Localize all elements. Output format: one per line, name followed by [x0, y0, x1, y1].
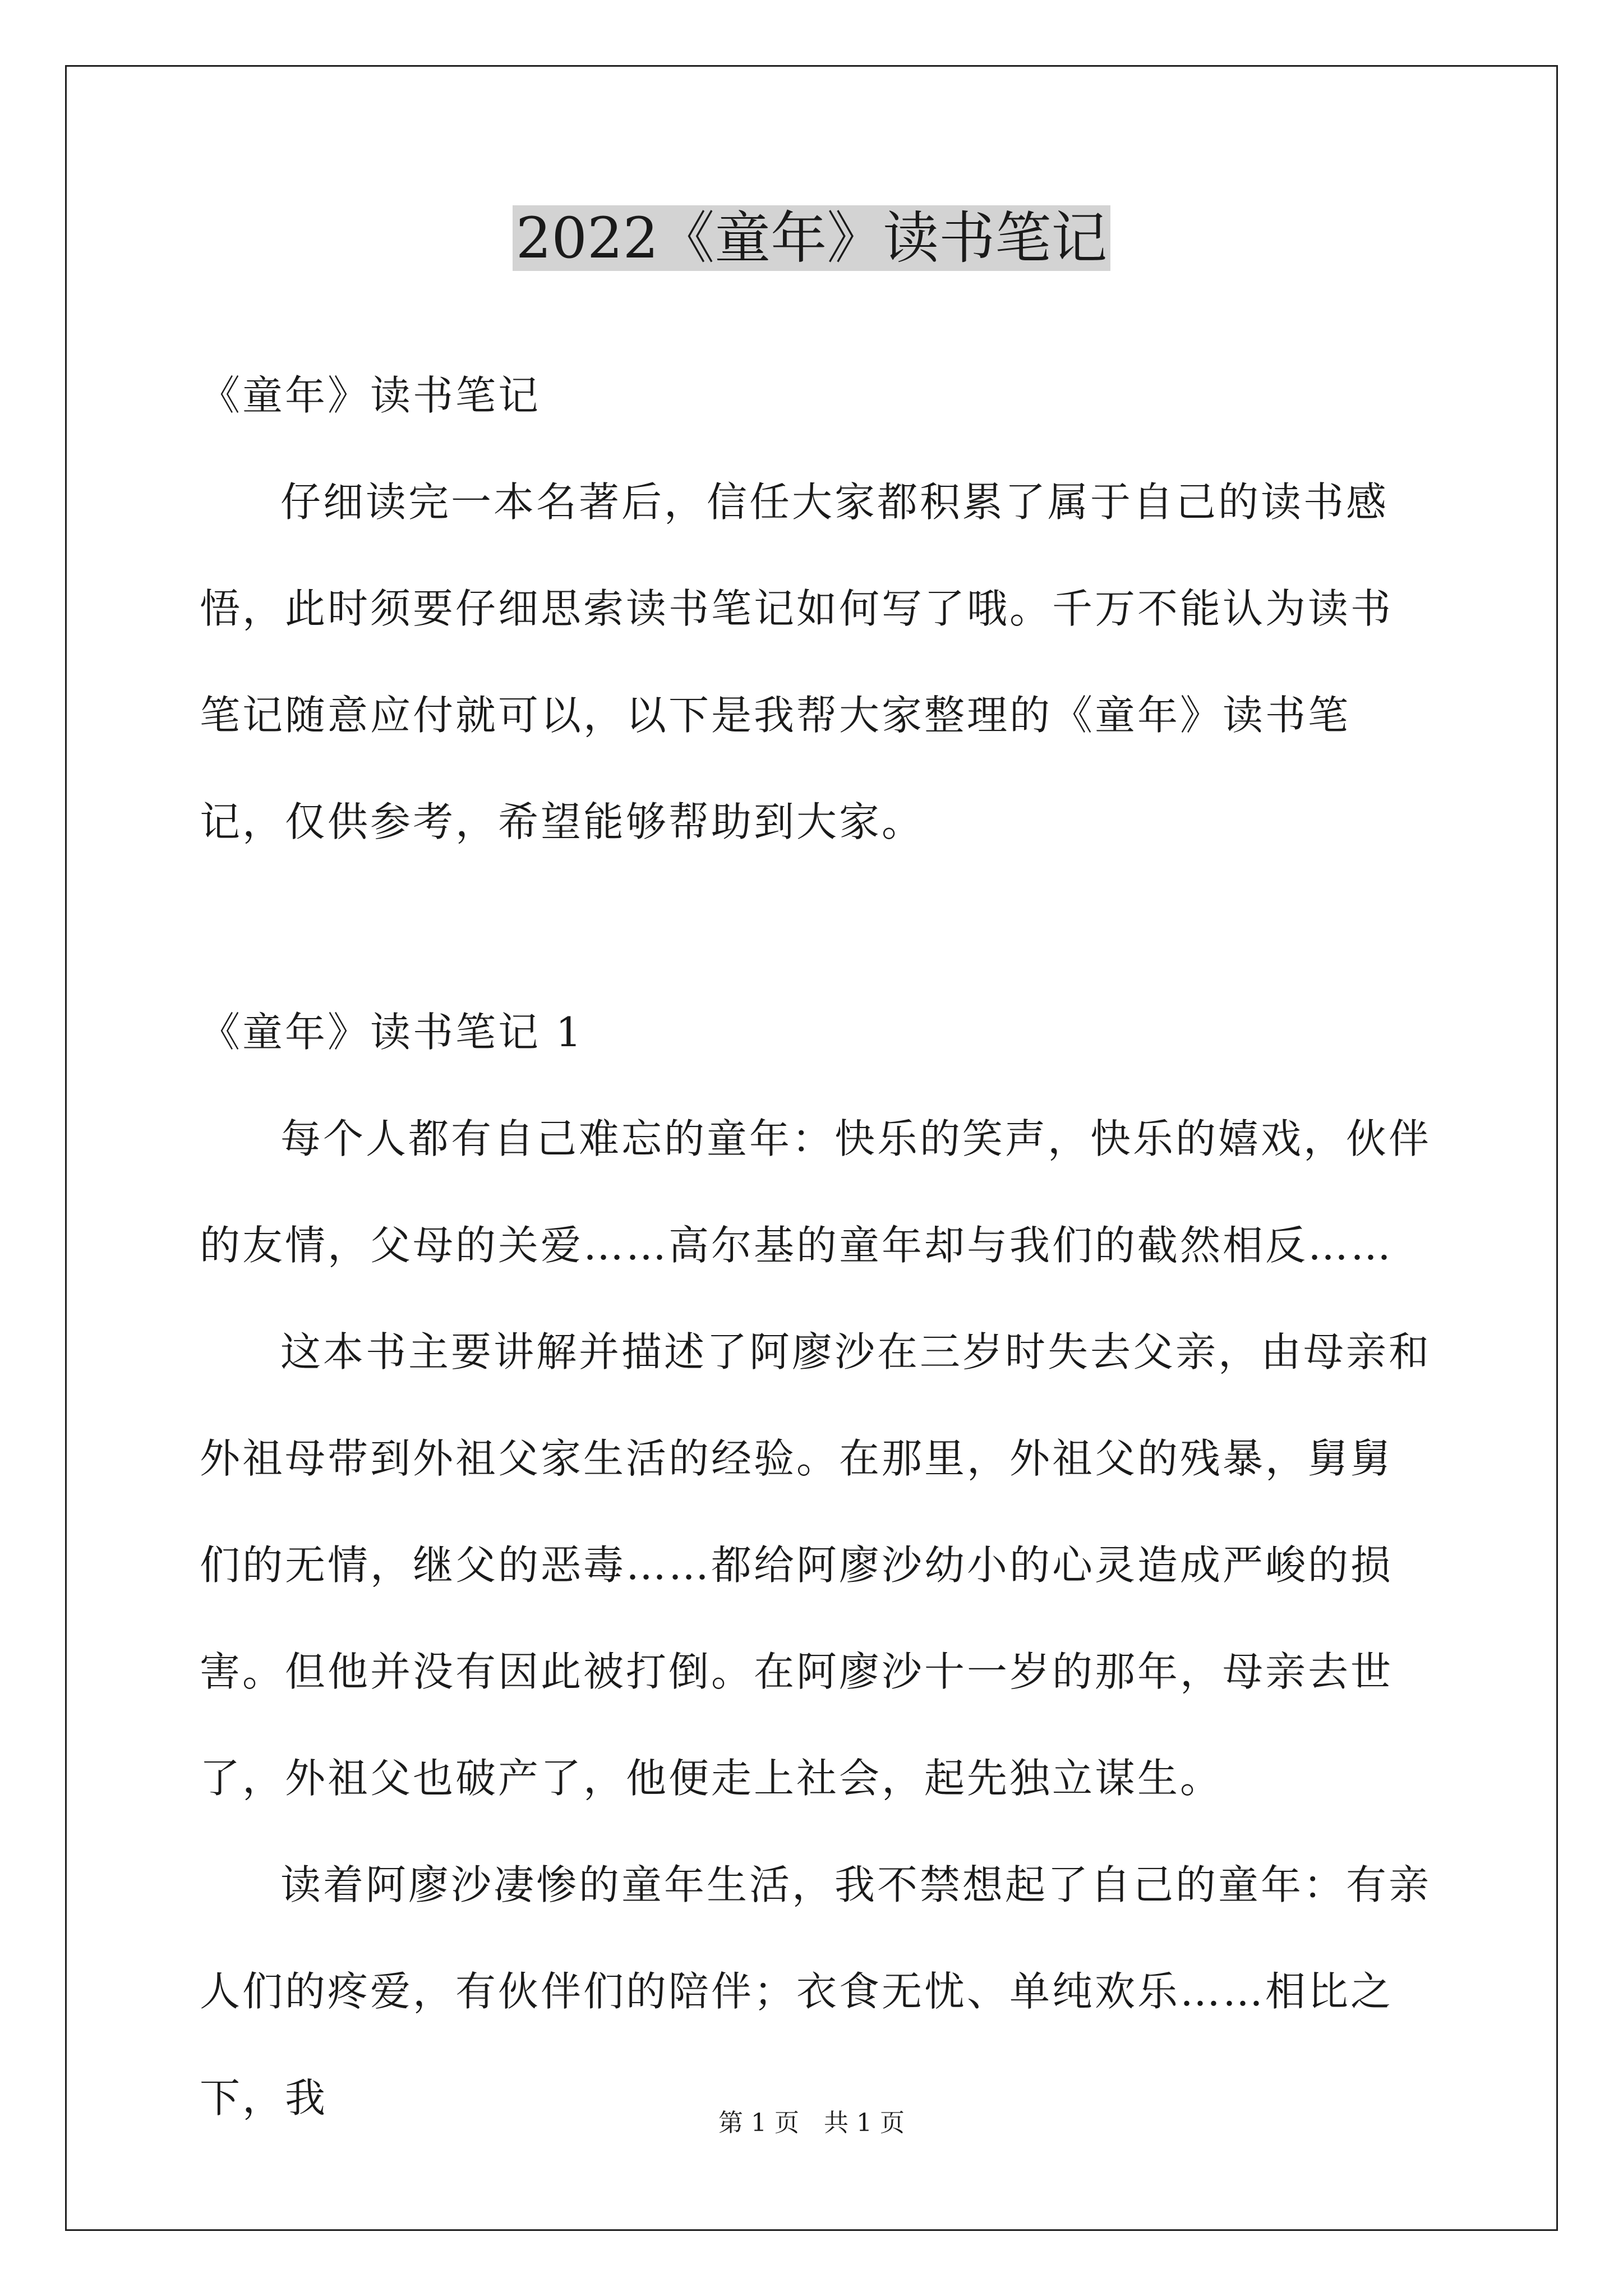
section-1-paragraph-2: 这本书主要讲解并描述了阿廖沙在三岁时失去父亲，由母亲和外祖母带到外祖父家生活的经验。在那里，外祖父的残暴，舅舅们的无情，继父的恶毒……都给阿廖沙幼小的心灵造成严峻的损害。但他并没有因此被打倒。在阿廖沙十一岁的那年，母亲去世了，外祖父也破产了，他便走上社会，起先独立谋生。	[200, 1328, 1432, 1802]
page-number: 第 1 页	[718, 2109, 799, 2137]
section-1-paragraph-1: 每个人都有自己难忘的童年：快乐的笑声，快乐的嬉戏，伙伴的友情，父母的关爱……高尔基的童年却与我们的截然相反……	[200, 1115, 1432, 1269]
page-footer	[0, 2106, 1623, 2140]
section-1-heading: 《童年》读书笔记 1	[200, 1009, 584, 1056]
page-total: 共 1 页	[824, 2109, 905, 2137]
document-title	[0, 196, 1623, 280]
section-1-paragraph-3: 读着阿廖沙凄惨的童年生活，我不禁想起了自己的童年：有亲人们的疼爱，有伙伴们的陪伴；衣食无忧、单纯欢乐……相比之下，我	[200, 1861, 1432, 2122]
intro-paragraph: 仔细读完一本名著后，信任大家都积累了属于自己的读书感悟，此时须要仔细思索读书笔记如何写了哦。千万不能认为读书笔记随意应付就可以，以下是我帮大家整理的《童年》读书笔记，仅供参考，希望能够帮助到大家。	[200, 478, 1394, 845]
document-title-text: 2022《童年》读书笔记	[513, 205, 1111, 271]
intro-heading: 《童年》读书笔记	[200, 372, 541, 419]
